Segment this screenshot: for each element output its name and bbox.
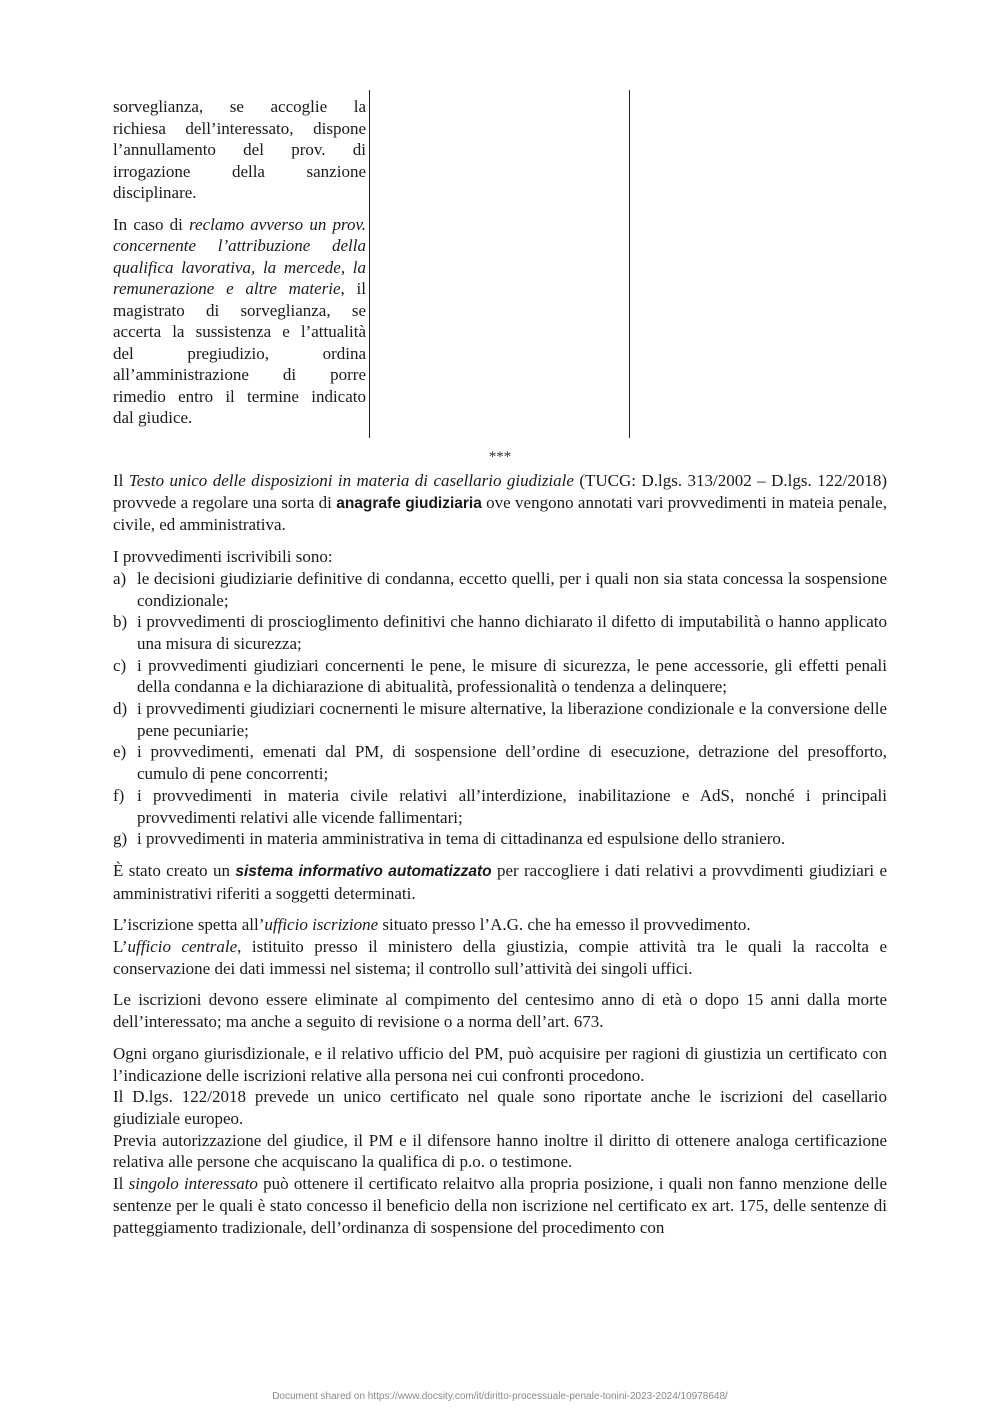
cell-line: richiesa dell’interessato, dispone <box>113 118 366 138</box>
paragraph-organo: Ogni organo giurisdizionale, e il relativo ufficio del PM, può acquisire per ragioni di giustizia un certificato con l’indicazione delle iscrizioni relative alla persona nei cui confronti procedono. <box>113 1043 887 1085</box>
cell-paragraph-reclamo <box>113 214 366 429</box>
cell-line: In caso di reclamo avverso un prov. <box>113 214 366 234</box>
cell-line: qualifica lavorativa, la mercede, la <box>113 257 366 277</box>
list-item: f) i provvedimenti in materia civile relativi all’interdizione, inabilitazione e AdS, nonché i principali provvedimenti relativi alle vicende fallimentari; <box>113 785 887 827</box>
cell-line: disciplinare. <box>113 183 197 202</box>
document-body <box>113 470 887 1238</box>
provvedimenti-list <box>113 568 887 850</box>
paragraph-sistema: È stato creato un sistema informativo automatizzato per raccogliere i dati relativi a provvdimenti giudiziari e amministrativi riferiti a soggetti determinati. <box>113 860 888 903</box>
cell-line: sorveglianza, se accoglie la <box>113 97 366 116</box>
docsity-footer: Document shared on https://www.docsity.com/it/diritto-processuale-penale-tonini-2023-2024/10978648/ <box>272 1391 728 1402</box>
cell-line: rimedio entro il termine indicato <box>113 386 366 406</box>
paragraph-tucg: Il Testo unico delle disposizioni in materia di casellario giudiziale (TUCG: D.lgs. 313/2002 – D.lgs. 122/2018) provvede a regolare una sorta di anagrafe giudiziaria ove vengono annotati vari provvedimenti in mateia penale, civile, ed amministrativa. <box>113 471 888 535</box>
cell-line: all’amministrazione di porre <box>113 365 366 384</box>
table-cell-text <box>113 96 366 439</box>
cell-line: concernente l’attribuzione della <box>113 236 366 255</box>
cell-line: magistrato di sorveglianza, se <box>113 300 366 320</box>
paragraph-eliminazione: Le iscrizioni devono essere eliminate al compimento del centesimo anno di età o dopo 15 anni dalla morte dell’interessato; ma anche a seguito di revisione o a norma dell’art. 673. <box>113 990 887 1032</box>
list-item: d) i provvedimenti giudiziari cocnernenti le misure alternative, la liberazione condizionale e la conversione delle pene pecuniarie; <box>113 699 887 740</box>
list-item: a) le decisioni giudiziarie definitive di condanna, eccetto quelli, per i quali non sia stata concessa la sospensione condizionale; <box>113 568 887 610</box>
paragraph-dlgs: Il D.lgs. 122/2018 prevede un unico certificato nel quale sono riportate anche le iscrizioni del casellario giudiziale europeo. <box>113 1087 887 1128</box>
sistema-term: sistema informativo automatizzato <box>235 862 492 880</box>
paragraph-ufficio-centrale: L’ufficio centrale, istituito presso il ministero della giustizia, compie attività tra le quali la raccolta e conservazione dei dati immessi nel sistema; il controllo sull’attività dei singoli uffici. <box>113 937 888 978</box>
paragraph-iscrizione: L’iscrizione spetta all’ufficio iscrizione situato presso l’A.G. che ha emesso il provvedimento. <box>113 915 751 935</box>
cell-line: irrogazione della sanzione <box>113 161 366 181</box>
table-right-border <box>629 90 630 438</box>
list-item: e) i provvedimenti, emenati dal PM, di sospensione dell’ordine di esecuzione, detrazione del presofforto, cumulo di pene concorrenti; <box>113 742 887 784</box>
list-item: g) i provvedimenti in materia amministrativa in tema di cittadinanza ed espulsione dello straniero. <box>113 829 786 849</box>
list-item: c) i provvedimenti giudiziari concernenti le pene, le misure di sicurezza, le pene accessorie, gli effetti penali della condanna e la dichiarazione di abitualità, professionalità o tendenza a delinquere; <box>113 655 887 697</box>
list-intro: I provvedimenti iscrivibili sono: <box>113 547 333 567</box>
tucg-title: Testo unico delle disposizioni in materia di casellario giudiziale <box>128 471 574 490</box>
table-column-divider <box>369 90 370 438</box>
section-separator: *** <box>488 449 512 465</box>
cell-line: dal giudice. <box>113 408 193 427</box>
cell-line: del pregiudizio, ordina <box>113 343 366 363</box>
cell-line: accerta la sussistenza e l’attualità <box>113 322 366 341</box>
continuation-table <box>113 90 629 438</box>
anagrafe-term: anagrafe giudiziaria <box>336 494 482 512</box>
cell-paragraph-annullamento <box>113 96 366 204</box>
cell-line: l’annullamento del prov. di <box>113 140 366 159</box>
cell-line: remunerazione e altre materie, il <box>113 279 366 298</box>
paragraph-previa: Previa autorizzazione del giudice, il PM e il difensore hanno inoltre il diritto di ottenere analoga certificazione relativa alle persone che acquiscano la qualifica di p.o. o testimone. <box>113 1130 887 1172</box>
list-item: b) i provvedimenti di proscioglimento definitivi che hanno dichiarato il difetto di imputabilità o hanno applicato una misura di sicurezza; <box>113 612 887 653</box>
paragraph-singolo: Il singolo interessato può ottenere il certificato relaitvo alla propria posizione, i quali non fanno menzione delle sentenze per le quali è stato concesso il beneficio della non iscrizione nel certificato ex art. 175, delle sentenze di patteggiamento tradizionale, dell’ordinanza di sospensione del procedimento con <box>113 1174 887 1237</box>
